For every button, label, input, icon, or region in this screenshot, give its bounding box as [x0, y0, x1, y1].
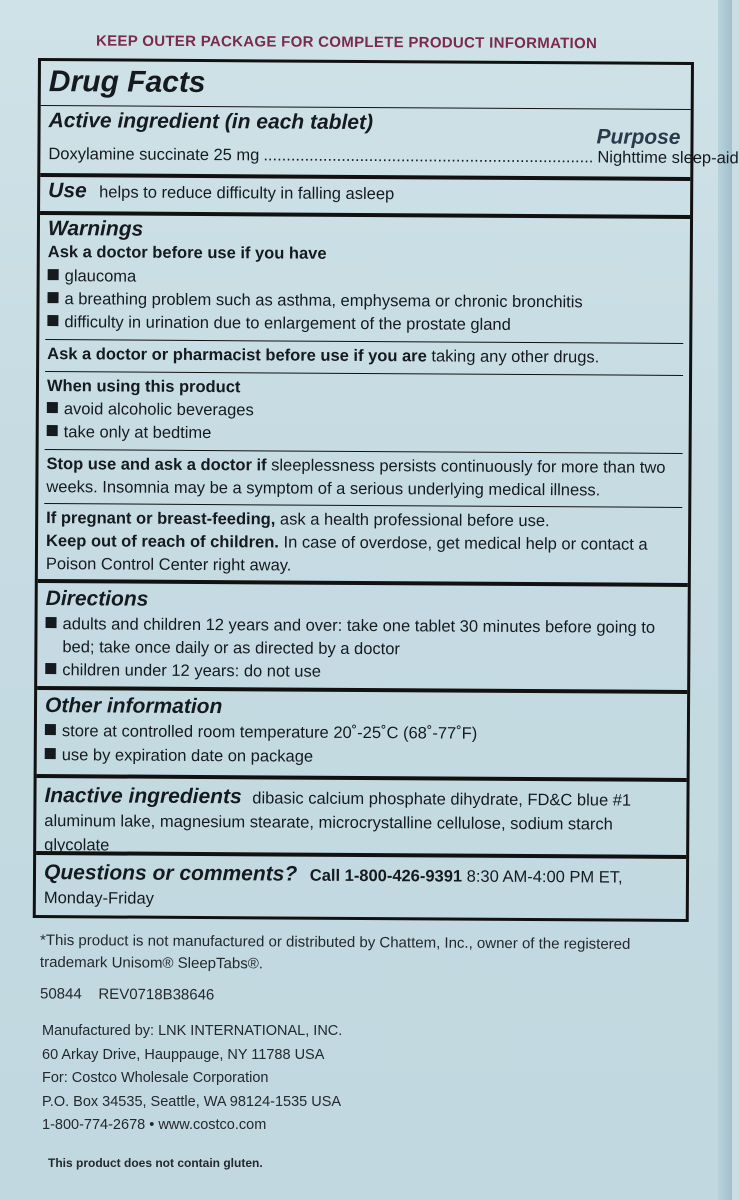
- directions-heading: Directions: [45, 587, 149, 611]
- use-text: helps to reduce difficulty in falling asleep: [99, 183, 395, 204]
- inactive-ingredients-heading: Inactive ingredients: [44, 784, 242, 809]
- direction-item: children under 12 years: do not use: [45, 659, 679, 686]
- keep-out-line: Keep out of reach of children. In case of overdose, get medical help or contact a Poison Control Center right away.: [45, 532, 648, 575]
- top-banner: KEEP OUTER PACKAGE FOR COMPLETE PRODUCT INFORMATION: [95, 32, 598, 53]
- stop-use-line: Stop use and ask a doctor if sleeplessness persists continuously for more than two weeks. Insomnia may be a symptom of a serious underlying medical illness.: [46, 455, 666, 500]
- use-section: [40, 173, 690, 217]
- manufacturer-info: Manufactured by: LNK INTERNATIONAL, INC. 60 Arkay Drive, Hauppauge, NY 11788 USA For: Costco Wholesale Corporation P.O. Box 34535, Seattle, WA 98124-1535 USA 1-800-774-2678 • www.costco.com: [42, 1023, 343, 1133]
- gluten-statement: This product does not contain gluten.: [48, 1156, 263, 1170]
- purpose-heading: Purpose: [596, 125, 681, 149]
- when-using-item: take only at bedtime: [47, 421, 681, 448]
- questions-heading: Questions or comments?: [43, 861, 298, 886]
- condition-item: a breathing problem such as asthma, emphysema or chronic bronchitis: [47, 288, 681, 315]
- ask-doctor-heading: Ask a doctor before use if you have: [47, 243, 327, 263]
- when-using-item: avoid alcoholic beverages: [47, 398, 681, 425]
- questions-text: Questions or comments? Call 1-800-426-9391 8:30 AM-4:00 PM ET, Monday-Friday: [43, 861, 623, 908]
- active-ingredient-heading: Active ingredient (in each tablet): [48, 109, 374, 135]
- phone-number: Call 1-800-426-9391: [309, 866, 463, 886]
- product-codes: 50844 REV0718B38646: [39, 985, 215, 1004]
- other-info-item: use by expiration date on package: [45, 744, 679, 771]
- other-info-item: store at controlled room temperature 20˚-25˚C (68˚-77˚F): [45, 720, 679, 747]
- ask-pharmacist-line: Ask a doctor or pharmacist before use if you are taking any other drugs.: [47, 345, 600, 367]
- inactive-ingredients-section: [37, 774, 687, 855]
- pregnant-line: If pregnant or breast-feeding, ask a health professional before use.: [46, 509, 550, 531]
- drug-facts-panel: [33, 58, 739, 922]
- drug-facts-title: Drug Facts: [48, 65, 206, 100]
- active-ingredient-line: [48, 143, 739, 170]
- other-information-heading: Other information: [44, 694, 223, 719]
- ingredient-name: Doxylamine succinate 25 mg: [48, 145, 260, 165]
- when-using-heading: When using this product: [46, 377, 241, 397]
- condition-item: difficulty in urination due to enlargement of the prostate gland: [47, 311, 681, 338]
- package-edge: [718, 0, 732, 1200]
- warnings-heading: Warnings: [47, 217, 144, 241]
- inactive-ingredients-text: Inactive ingredients dibasic calcium phosphate dihydrate, FD&C blue #1 aluminum lake, magnesium stearate, microcrystalline cellulose, sodium starch glycolate: [44, 784, 632, 855]
- disclaimer-text: *This product is not manufactured or distributed by Chattem, Inc., owner of the registered trademark Unisom® SleepTabs®.: [39, 931, 631, 973]
- condition-item: glaucoma: [48, 265, 682, 292]
- directions-section: [38, 579, 688, 681]
- use-heading: Use: [48, 179, 87, 203]
- other-information-section: [37, 686, 687, 766]
- direction-item: adults and children 12 years and over: take one tablet 30 minutes before going to bed; take once daily or as directed by a doctor: [45, 613, 679, 663]
- ingredient-purpose: Nighttime sleep-aid: [597, 148, 739, 168]
- active-ingredient-section: [41, 105, 739, 168]
- leader-dots: ........................................................................: [263, 146, 594, 167]
